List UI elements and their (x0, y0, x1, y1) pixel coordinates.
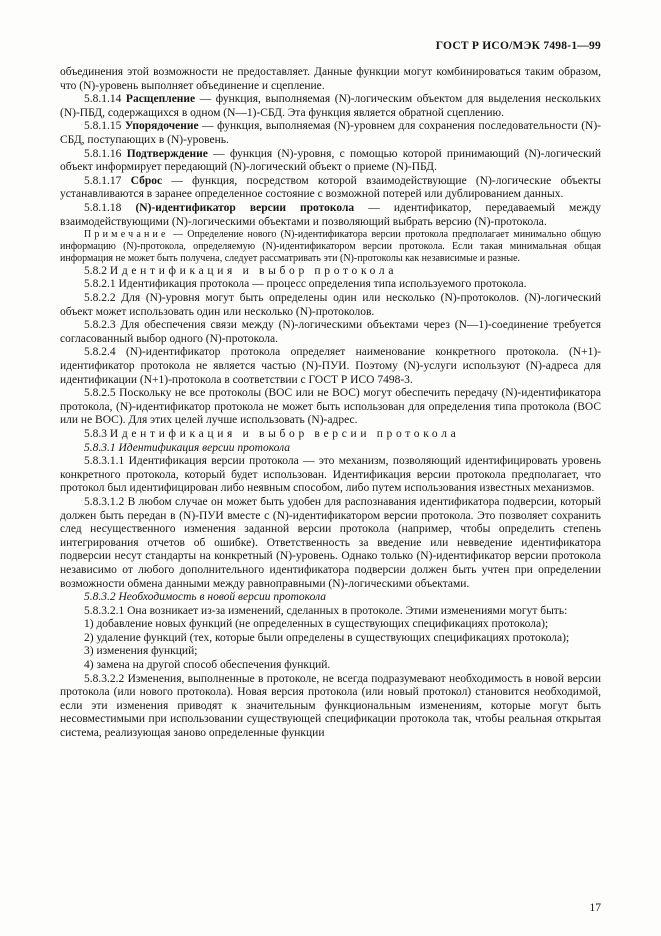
standard-reference: ГОСТ Р ИСО/МЭК 7498-1—99 (435, 40, 601, 52)
text-segment: Примечание (84, 229, 169, 241)
body-paragraph (60, 292, 601, 319)
body-paragraph (60, 605, 601, 619)
body-paragraph (60, 175, 601, 202)
document-body (60, 66, 601, 741)
body-paragraph (60, 148, 601, 175)
note-paragraph (60, 229, 601, 265)
text-segment: 5.8.3.1.2 В любом случае он может быть удобен для распознавания идентификатора подверсии, который должен быть передан в (N)-ПУИ вместе с (N)-идентификатором версии протокола. Это позволяет сохранить след несущественного изменения заданной версии протокола (например, чтобы определить степень интегрирования отчетов об ошибке). Ответственность за введение или невведение идентификатора подверсии несут стандарты на конкретный (N)-уровень. Однако только (N)-идентификатор версии протокола независимо от любого дополнительного идентификатора подверсии должен быть учтен при определении возможности обмена данными между равноправными (N)-логическими объектами. (60, 495, 601, 590)
text-segment: — функция, выполняемая (N)-логическим объектом для выделения нескольких (N)-ПБД, содержащихся в одном (N—1)-СБД. Эта функция является обратной сцеплению. (60, 93, 602, 119)
text-segment: — функция, посредством которой взаимодействующие (N)-логические объекты устанавливаются в заранее определенное состояние с возможной потерей или дублированием данных. (60, 174, 602, 201)
text-segment: 1) добавление новых функций (не определенных в существующих спецификациях протокола); (84, 618, 549, 631)
text-segment: 5.8.2.2 Для (N)-уровня могут быть определены один или несколько (N)-протоколов. (N)-логический объект может использовать один или несколько (N)-протоколов. (60, 292, 601, 318)
text-segment: Упорядочение (124, 120, 199, 133)
text-segment: 5.8.3.2.1 Она возникает из-за изменений, сделанных в протоколе. Этими изменениями могут быть: (84, 604, 568, 617)
page-number: 17 (589, 902, 601, 914)
text-segment: объединения этой возможности не предоставляет. Данные функции могут комбинироваться таким образом, что (N)-уровень выполняет объединение и сцепление. (60, 66, 601, 92)
text-segment: 2) удаление функций (тех, которые были определены в существующих спецификациях протокола); (84, 631, 570, 644)
text-segment: 3) изменения функций; (84, 645, 198, 658)
list-item (60, 618, 601, 632)
heading-paragraph (60, 265, 601, 279)
body-paragraph (60, 93, 601, 120)
body-paragraph (60, 66, 601, 93)
text-segment: 5.8.1.18 (84, 201, 136, 214)
text-segment: 5.8.1.17 (84, 174, 131, 187)
subheading-paragraph (60, 442, 601, 456)
body-paragraph (60, 496, 601, 591)
text-segment: — функция, выполняемая (N)-уровнем для сохранения последовательности (N)-СБД, поступающих в (N)-уровень. (60, 120, 602, 146)
text-segment: Идентификация и выбор версии протокола (109, 427, 460, 440)
text-segment: Сброс (130, 174, 163, 187)
text-segment: Идентификация и выбор протокола (109, 264, 398, 277)
body-paragraph (60, 319, 601, 346)
text-segment: 5.8.3.2 Необходимость в новой версии протокола (84, 591, 326, 604)
text-segment: 5.8.2 (84, 264, 110, 277)
text-segment: Подтверждение (126, 147, 208, 160)
list-item (60, 659, 601, 673)
text-segment: (N)-идентификатор версии протокола (135, 201, 355, 214)
body-paragraph (60, 202, 601, 229)
body-paragraph (60, 120, 601, 147)
text-segment: 5.8.1.14 (84, 93, 126, 106)
heading-paragraph (60, 428, 601, 442)
body-paragraph (60, 278, 601, 292)
text-segment: 5.8.3 (84, 427, 110, 440)
text-segment: 5.8.2.3 Для обеспечения связи между (N)-логическими объектами через (N—1)-соединение требуется согласованный выбор одного (N)-протокола. (60, 319, 601, 345)
text-segment: 5.8.2.5 Поскольку не все протоколы (ВОС или не ВОС) могут обеспечить передачу (N)-идентификатора протокола, (N)-идентификатор протокола не может быть использован для определения типа протокола (ВОС или не ВОС). Для этих целей лучше использовать (N)-адрес. (60, 387, 601, 427)
body-paragraph (60, 346, 601, 387)
text-segment: 5.8.3.2.2 Изменения, выполненные в протоколе, не всегда подразумевают необходимость в новой версии протокола (или нового протокола). Новая версия протокола (или новый протокол) становится необходимой, если эти изменения приводят к значительным функциональным изменениям, которые могут быть несовместимыми при использовании существующей спецификации протокола так, чтобы реальная открытая система, реализующая заново определенные функции (60, 672, 601, 740)
text-segment: 5.8.2.4 (N)-идентификатор протокола определяет наименование конкретного протокола. (N+1)-идентификатор протокола не является частью (N)-ПУИ. Поэтому (N)-услуги используют (N)-адреса для идентификации (N+1)-протокола в соответствии с ГОСТ Р ИСО 7498-3. (60, 346, 601, 386)
text-segment: Расщепление (125, 93, 196, 106)
subheading-paragraph (60, 591, 601, 605)
body-paragraph (60, 455, 601, 496)
list-item (60, 645, 601, 659)
text-segment: 5.8.3.1 Идентификация версии протокола (84, 441, 291, 454)
text-segment: 5.8.1.15 (84, 120, 125, 133)
text-segment: 5.8.2.1 Идентификация протокола — процесс определения типа используемого протокола. (84, 278, 527, 291)
text-segment: — идентификатор, передаваемый между взаимодействующими (N)-логическими объектами и позволяющий выбрать версию (N)-протокола. (60, 201, 601, 228)
text-segment: 5.8.3.1.1 Идентификация версии протокола — это механизм, позволяющий идентифицировать уровень конкретного протокола, который будет использован. Идентификация версии протокола предполагает, что протокол был идентифицирован либо неявным способом, либо путем использования известных механизмов. (60, 455, 601, 495)
text-segment: 4) замена на другой способ обеспечения функций. (84, 659, 331, 672)
text-segment: 5.8.1.16 (84, 147, 127, 160)
body-paragraph (60, 387, 601, 428)
text-segment: — Определение нового (N)-идентификатора версии протокола предполагает минимально общую информацию (N)-протокола, определяемую (N)-идентификатором версии протокола. Если такая минимальная общая информация не может быть получена, следует рассматривать эти (N)-протоколы как независимые и разные. (60, 229, 601, 264)
list-item (60, 632, 601, 646)
text-segment: — функция (N)-уровня, с помощью которой принимающий (N)-логический объект информирует передающий (N)-логический объект о приеме (N)-ПБД. (60, 147, 601, 174)
body-paragraph (60, 673, 601, 741)
